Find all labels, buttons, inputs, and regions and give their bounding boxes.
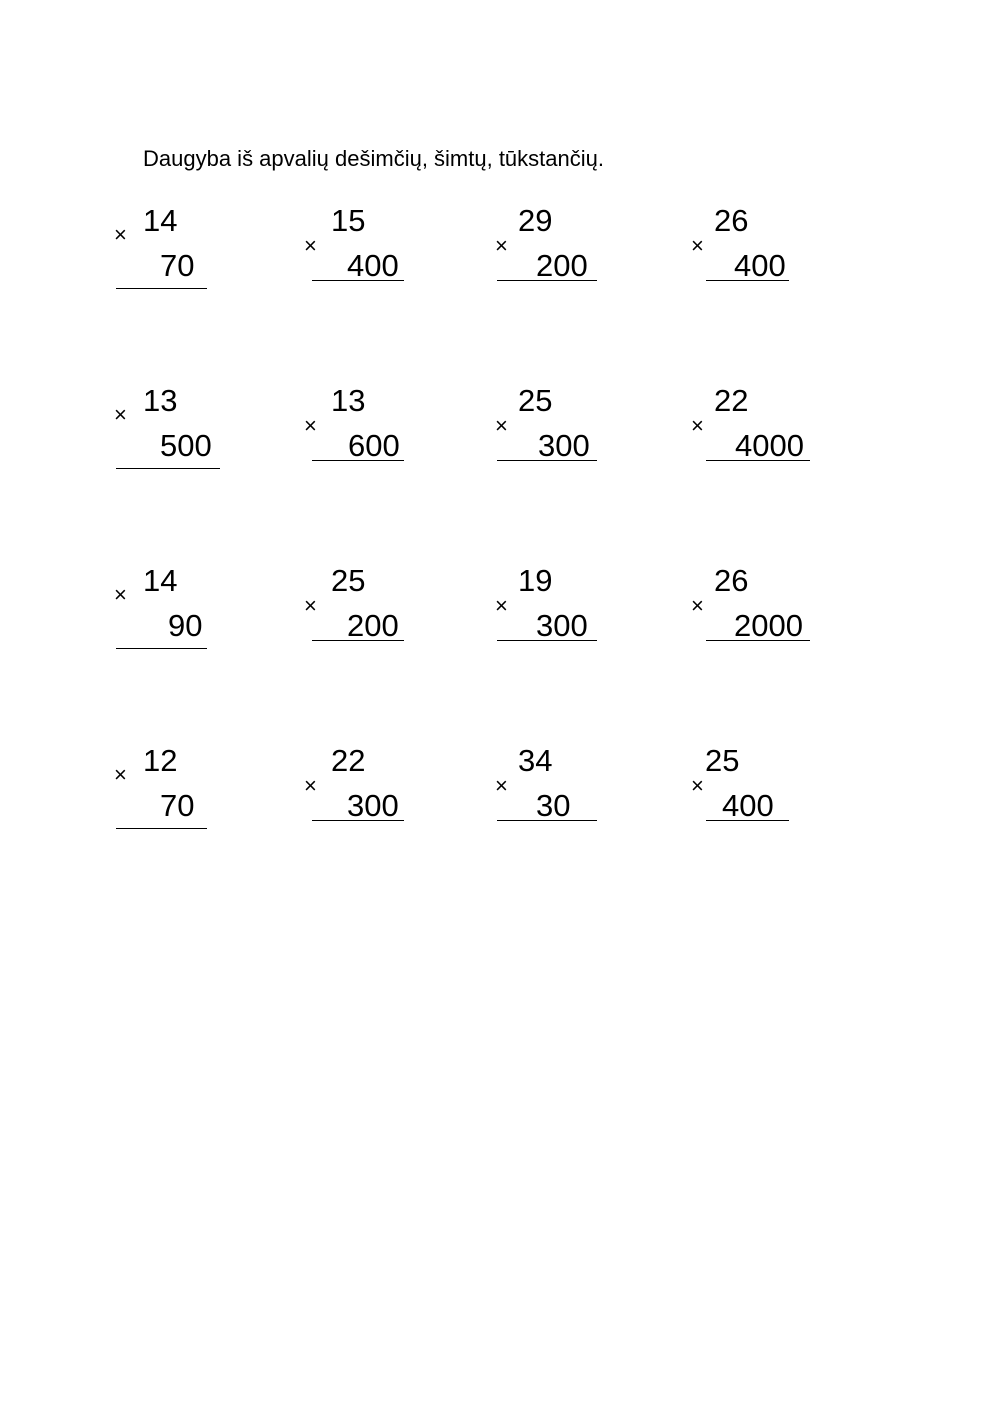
factor-top: 12: [143, 743, 178, 778]
problem-12: [689, 560, 809, 643]
answer-line: [497, 280, 597, 281]
factor-top: 13: [143, 383, 178, 418]
multiply-sign: ×: [304, 773, 317, 798]
problem-11: [493, 560, 613, 643]
problem-5: [112, 380, 232, 463]
answer-line: [706, 280, 789, 281]
answer-line: [497, 460, 597, 461]
factor-bottom: 90: [168, 608, 203, 643]
multiply-sign: ×: [304, 593, 317, 618]
answer-line: [706, 640, 810, 641]
factor-top: 34: [518, 743, 553, 778]
multiply-sign: ×: [691, 773, 704, 798]
answer-line: [116, 648, 207, 649]
factor-top: 25: [518, 383, 553, 418]
multiply-sign: ×: [114, 402, 127, 427]
multiply-sign: ×: [495, 593, 508, 618]
factor-top: 13: [331, 383, 366, 418]
factor-bottom: 4000: [735, 428, 804, 463]
factor-bottom: 2000: [734, 608, 803, 643]
factor-top: 14: [143, 563, 178, 598]
factor-bottom: 300: [347, 788, 399, 823]
multiply-sign: ×: [304, 413, 317, 438]
factor-bottom: 200: [536, 248, 588, 283]
factor-top: 14: [143, 203, 178, 238]
factor-bottom: 200: [347, 608, 399, 643]
answer-line: [706, 460, 810, 461]
answer-line: [116, 468, 220, 469]
factor-bottom: 70: [160, 788, 195, 823]
factor-bottom: 600: [348, 428, 400, 463]
multiply-sign: ×: [495, 773, 508, 798]
answer-line: [497, 820, 597, 821]
problem-1: [112, 200, 232, 283]
multiply-sign: ×: [114, 762, 127, 787]
problem-14: [302, 740, 422, 823]
multiply-sign: ×: [495, 233, 508, 258]
factor-top: 15: [331, 203, 366, 238]
answer-line: [312, 460, 404, 461]
factor-top: 25: [705, 743, 740, 778]
factor-top: 26: [714, 203, 749, 238]
problem-2: [302, 200, 422, 283]
problem-4: [689, 200, 809, 283]
multiply-sign: ×: [304, 233, 317, 258]
factor-top: 25: [331, 563, 366, 598]
problem-10: [302, 560, 422, 643]
factor-top: 19: [518, 563, 553, 598]
problem-15: [493, 740, 613, 823]
answer-line: [116, 288, 207, 289]
factor-top: 26: [714, 563, 749, 598]
factor-top: 22: [331, 743, 366, 778]
factor-top: 22: [714, 383, 749, 418]
factor-bottom: 400: [347, 248, 399, 283]
multiply-sign: ×: [691, 233, 704, 258]
answer-line: [497, 640, 597, 641]
worksheet-title: Daugyba iš apvalių dešimčių, šimtų, tūkstančių.: [143, 146, 604, 171]
factor-top: 29: [518, 203, 553, 238]
answer-line: [706, 820, 789, 821]
problem-7: [493, 380, 613, 463]
factor-bottom: 400: [734, 248, 786, 283]
problem-16: [689, 740, 809, 823]
factor-bottom: 30: [536, 788, 571, 823]
multiply-sign: ×: [114, 222, 127, 247]
problem-13: [112, 740, 232, 823]
factor-bottom: 500: [160, 428, 212, 463]
problem-8: [689, 380, 809, 463]
problem-3: [493, 200, 613, 283]
problem-9: [112, 560, 232, 643]
multiply-sign: ×: [114, 582, 127, 607]
multiply-sign: ×: [691, 593, 704, 618]
factor-bottom: 400: [722, 788, 774, 823]
answer-line: [312, 280, 404, 281]
factor-bottom: 70: [160, 248, 195, 283]
multiply-sign: ×: [691, 413, 704, 438]
factor-bottom: 300: [536, 608, 588, 643]
answer-line: [312, 640, 404, 641]
problem-6: [302, 380, 422, 463]
factor-bottom: 300: [538, 428, 590, 463]
answer-line: [312, 820, 404, 821]
answer-line: [116, 828, 207, 829]
multiply-sign: ×: [495, 413, 508, 438]
